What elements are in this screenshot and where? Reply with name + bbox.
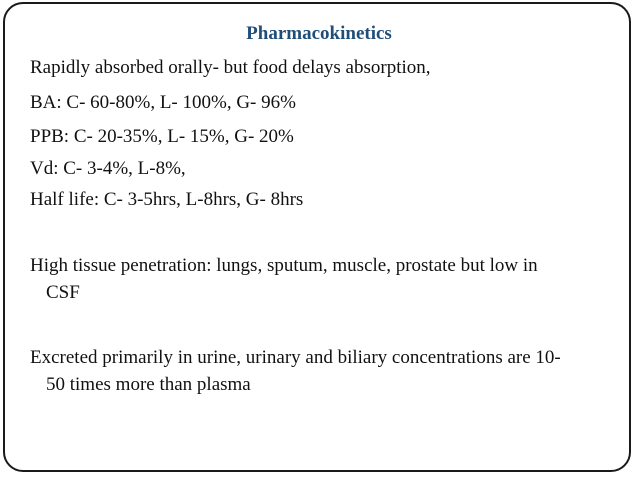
text-line-protein-binding: PPB: C- 20-35%, L- 15%, G- 20% xyxy=(30,126,294,147)
text-line-excretion: Excreted primarily in urine, urinary and biliary concentrations are 10- xyxy=(30,347,561,368)
text-line-volume-distribution: Vd: C- 3-4%, L-8%, xyxy=(30,158,186,179)
text-line-tissue-penetration: High tissue penetration: lungs, sputum, muscle, prostate but low in xyxy=(30,255,538,276)
text-line-bioavailability: BA: C- 60-80%, L- 100%, G- 96% xyxy=(30,92,296,113)
text-line-half-life: Half life: C- 3-5hrs, L-8hrs, G- 8hrs xyxy=(30,189,304,210)
slide-title: Pharmacokinetics xyxy=(246,23,392,44)
text-line-absorption: Rapidly absorbed orally- but food delays absorption, xyxy=(30,57,431,78)
text-line-tissue-penetration-cont: CSF xyxy=(46,282,80,303)
text-line-excretion-cont: 50 times more than plasma xyxy=(46,374,251,395)
